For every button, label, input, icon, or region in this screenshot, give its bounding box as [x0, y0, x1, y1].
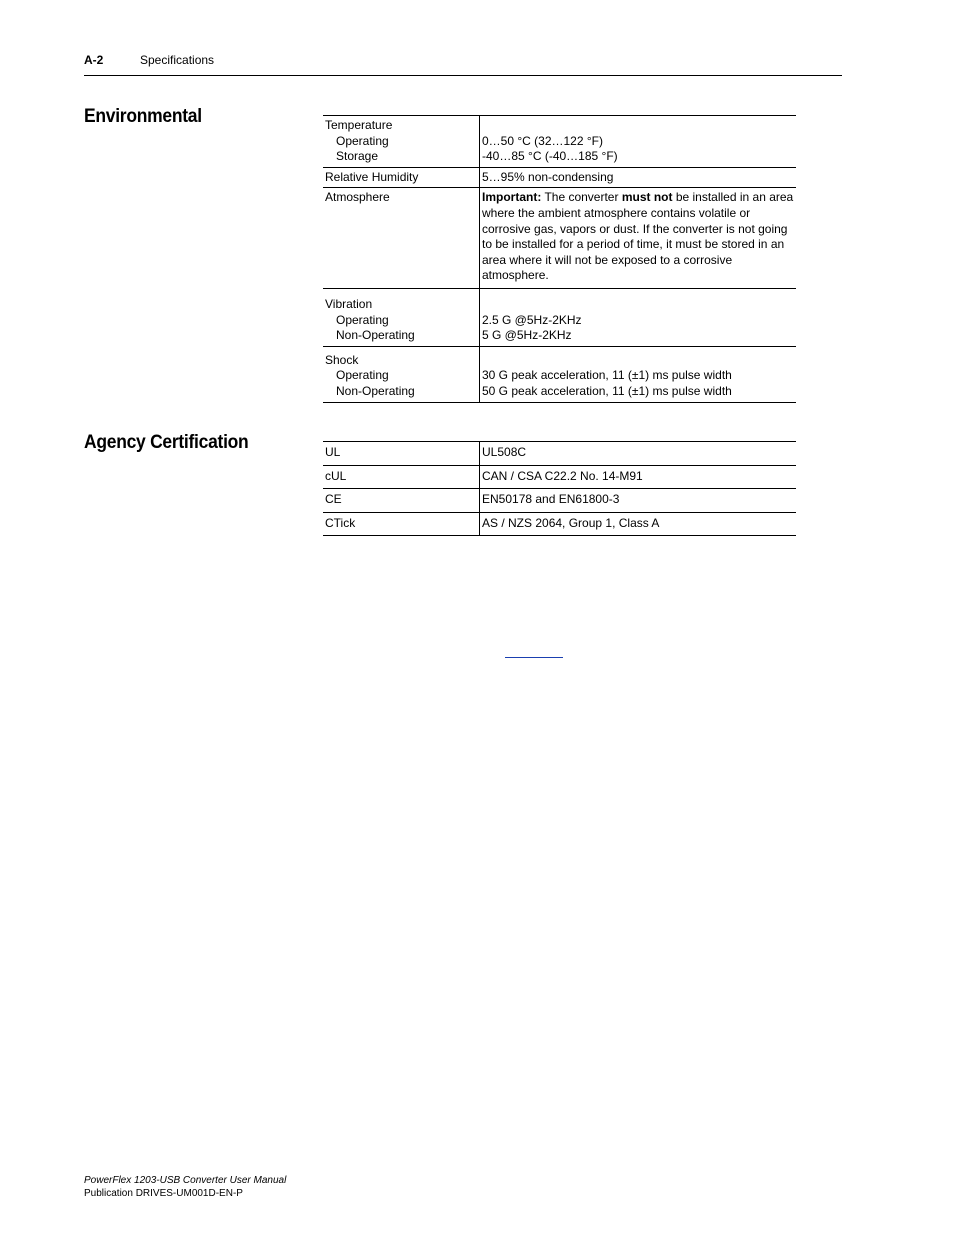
manual-title: PowerFlex 1203-USB Converter User Manual	[84, 1175, 287, 1186]
page-footer	[84, 1175, 286, 1200]
link-underline[interactable]	[505, 657, 563, 658]
table-row	[323, 512, 796, 536]
row-label: CE	[323, 489, 480, 513]
page-number: A-2	[84, 53, 104, 67]
row-value: 2.5 G @5Hz-2KHz 5 G @5Hz-2KHz	[480, 288, 797, 346]
row-label: cUL	[323, 465, 480, 489]
page-header	[84, 53, 214, 67]
environmental-table	[323, 115, 796, 403]
table-row	[323, 346, 796, 402]
row-label: Vibration Operating Non-Operating	[323, 288, 480, 346]
row-value: 30 G peak acceleration, 11 (±1) ms pulse width 50 G peak acceleration, 11 (±1) ms pulse width	[480, 346, 797, 402]
row-value: 5…95% non-condensing	[480, 167, 797, 188]
agency-certification-heading: Agency Certification	[84, 432, 249, 453]
important-label: Important:	[482, 190, 542, 205]
header-rule	[84, 75, 842, 76]
running-section-title: Specifications	[140, 53, 215, 67]
row-value: CAN / CSA C22.2 No. 14-M91	[480, 465, 797, 489]
row-label: CTick	[323, 512, 480, 536]
table-row	[323, 288, 796, 346]
table-row	[323, 188, 796, 289]
row-label: Atmosphere	[323, 188, 480, 289]
row-label: Shock Operating Non-Operating	[323, 346, 480, 402]
table-row	[323, 442, 796, 466]
row-label: UL	[323, 442, 480, 466]
row-value: UL508C	[480, 442, 797, 466]
environmental-heading: Environmental	[84, 106, 202, 127]
table-row	[323, 489, 796, 513]
row-label: Relative Humidity	[323, 167, 480, 188]
publication-number: Publication DRIVES-UM001D-EN-P	[84, 1187, 243, 1199]
row-value: EN50178 and EN61800-3	[480, 489, 797, 513]
row-value: AS / NZS 2064, Group 1, Class A	[480, 512, 797, 536]
row-value: Important: The converter must not be installed in an area where the ambient atmosphere contains volatile or corrosive gas, vapors or dust. If the converter is not going to be installed for a period of time, it must be stored in an area where it will not be exposed to a corrosive atmosphere.	[480, 188, 797, 289]
row-value: 0…50 °C (32…122 °F) -40…85 °C (-40…185 °F)	[480, 116, 797, 168]
emphasis: must not	[621, 190, 673, 205]
table-row	[323, 116, 796, 168]
table-row	[323, 167, 796, 188]
row-label: Temperature Operating Storage	[323, 116, 480, 168]
agency-table	[323, 441, 796, 536]
table-row	[323, 465, 796, 489]
